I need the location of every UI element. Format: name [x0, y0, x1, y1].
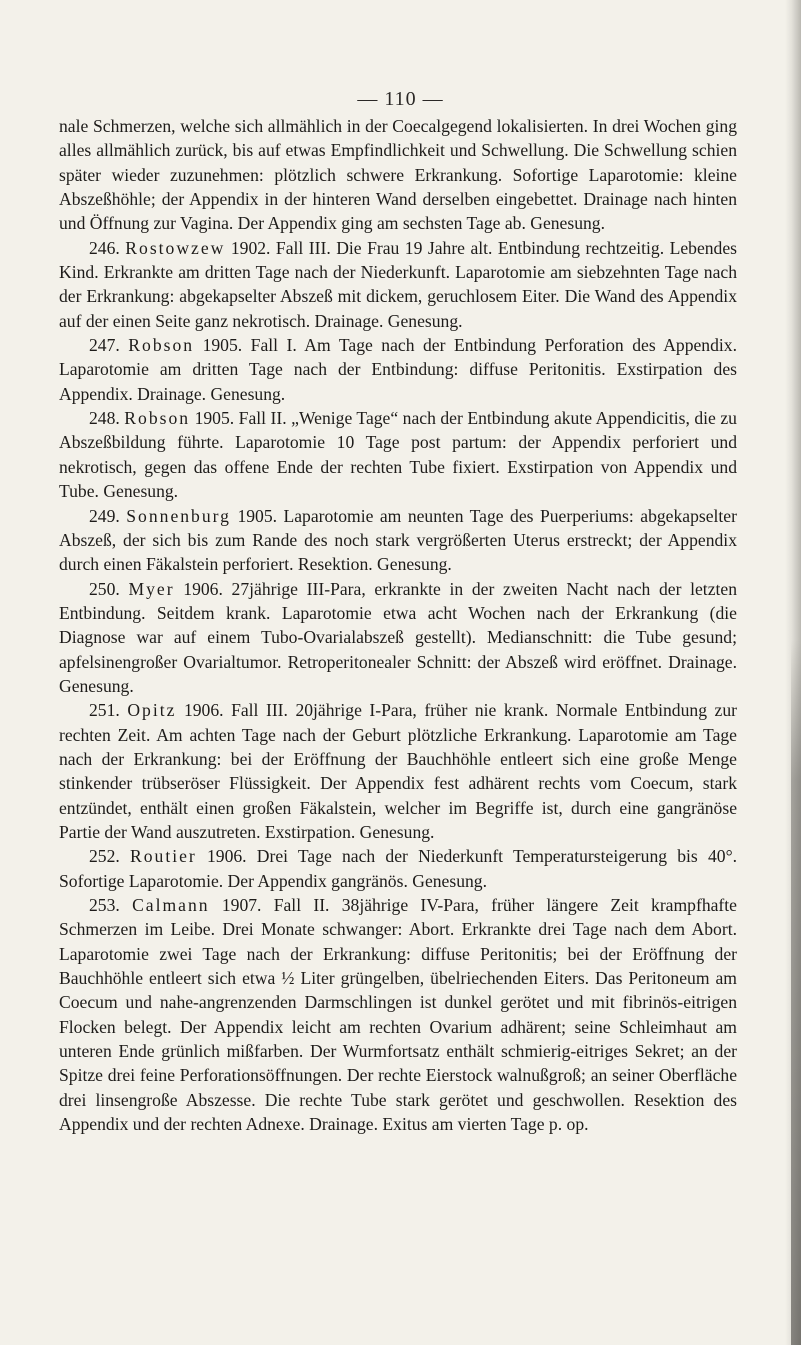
case-paragraph-252	[59, 844, 737, 893]
case-number: 246.	[89, 237, 120, 258]
case-paragraph-247	[59, 333, 737, 406]
case-text: 1905. Laparotomie am neunten Tage des Puerperiums: abgekapselter Abszeß, der sich bis zum Rande des noch stark vergrößerten Uterus erstreckt; der Appendix durch einen Fäkalstein perforiert. Resektion. Genesung.	[59, 505, 737, 575]
case-text: 1906. Drei Tage nach der Niederkunft Temperatursteigerung bis 40°. Sofortige Laparotomie. Der Appendix gangränös. Genesung.	[59, 846, 737, 891]
case-author: Myer	[128, 578, 175, 599]
case-author: Robson	[124, 408, 191, 429]
case-author: Sonnenburg	[126, 505, 231, 526]
case-text: 1905. Fall I. Am Tage nach der Entbindung Perforation des Appendix. Laparotomie am dritten Tage nach der Entbindung: diffuse Peritonitis. Exstirpation des Appendix. Drainage. Genesung.	[59, 335, 737, 404]
case-number: 247.	[89, 335, 120, 356]
page-edge-binding	[791, 640, 801, 1345]
case-author: Calmann	[132, 895, 210, 915]
case-author: Opitz	[127, 700, 177, 721]
case-paragraph-248	[59, 406, 737, 503]
case-paragraph-251	[59, 698, 737, 844]
case-number: 252.	[89, 846, 120, 867]
case-paragraph-253	[59, 893, 737, 1136]
case-author: Rostowzew	[125, 237, 226, 258]
case-paragraph-250	[59, 577, 737, 699]
intro-paragraph: nale Schmerzen, welche sich allmählich in der Coecalgegend lokalisierten. In drei Wochen ging alles allmählich zurück, bis auf etwas Empfindlichkeit und Schwellung. Die Schwellung schien später wieder zuzunehmen: plötzlich schwere Erkrankung. Sofortige Laparotomie: kleine Abszeßhöhle; der Appendix in der hinteren Wand derselben eingebettet. Drainage nach hinten und Öffnung zur Vagina. Der Appendix ging am sechsten Tage ab. Genesung.	[59, 116, 737, 234]
page-body	[59, 114, 737, 1136]
case-number: 250.	[89, 578, 120, 599]
page-number: — 110 —	[357, 88, 444, 110]
case-paragraph-249	[59, 504, 737, 577]
case-number: 251.	[89, 700, 120, 721]
case-text: 1906. 27jährige III-Para, erkrankte in der zweiten Nacht nach der letzten Entbindung. Seitdem krank. Laparotomie etwa acht Wochen nach der Erkrankung (die Diagnose war auf einem Tubo-Ovarialabszeß gestellt). Medianschnitt: die Tube gesund; apfelsinengroßer Ovarialtumor. Retroperitonealer Schnitt: der Abszeß wird eröffnet. Drainage. Genesung.	[59, 578, 737, 696]
case-author: Robson	[128, 335, 195, 356]
case-text: 1907. Fall II. 38jährige IV-Para, früher längere Zeit krampfhafte Schmerzen im Leibe. Drei Monate schwanger: Abort. Erkrankte drei Tage nach dem Abort. Laparotomie zwei Tage nach der Erkrankung: diffuse Peritonitis; bei der Eröffnung der Bauchhöhle entleert sich etwa ½ Liter grüngelben, übelriechenden Eiters. Das Peritoneum am Coecum und nahe-angrenzenden Darmschlingen ist dunkel gerötet und mit fibrinös-eitrigen Flocken belegt. Der Appendix leicht am rechten Ovarium adhärent; seine Schleimhaut am unteren Ende grünlich mißfarben. Der Wurmfortsatz enthält schmierig-eitriges Sekret; an der Spitze drei feine Perforationsöffnungen. Der rechte Eierstock walnußgroß; an seiner Oberfläche drei linsengroße Abszesse. Die rechte Tube stark gerötet und geschwollen. Resektion des Appendix und der rechten Adnexe. Drainage. Exitus am vierten Tage p. op.	[59, 895, 737, 1135]
case-number: 248.	[89, 408, 120, 429]
case-text: 1905. Fall II. „Wenige Tage“ nach der Entbindung akute Appendicitis, die zu Abszeßbildung führte. Laparotomie 10 Tage post partum: der Appendix perforiert und nekrotisch, gegen das offene Ende der rechten Tube fixiert. Exstirpation von Appendix und Tube. Genesung.	[59, 408, 737, 502]
case-text: 1902. Fall III. Die Frau 19 Jahre alt. Entbindung rechtzeitig. Lebendes Kind. Erkrankte am dritten Tage nach der Niederkunft. Laparotomie am siebzehnten Tage nach der Erkrankung: abgekapselter Abszeß mit dickem, geruchlosem Eiter. Die Wand des Appendix auf der einen Seite ganz nekrotisch. Drainage. Genesung.	[59, 237, 738, 331]
case-paragraph-246	[59, 236, 737, 333]
case-text: 1906. Fall III. 20jährige I-Para, früher nie krank. Normale Entbindung zur rechten Zeit. Am achten Tage nach der Geburt plötzliche Erkrankung. Laparotomie am Tage nach der Erkrankung: bei der Eröffnung der Bauchhöhle entleert sich eine große Menge stinkender trübseröser Flüssigkeit. Der Appendix fest adhärent rechts vom Coecum, stark entzündet, enthält einen großen Fäkalstein, welcher im Begriffe ist, durch eine gangränöse Partie der Wand auszutreten. Exstirpation. Genesung.	[59, 700, 737, 842]
case-number: 253.	[89, 895, 120, 915]
case-author: Routier	[130, 846, 197, 867]
case-number: 249.	[89, 505, 120, 526]
